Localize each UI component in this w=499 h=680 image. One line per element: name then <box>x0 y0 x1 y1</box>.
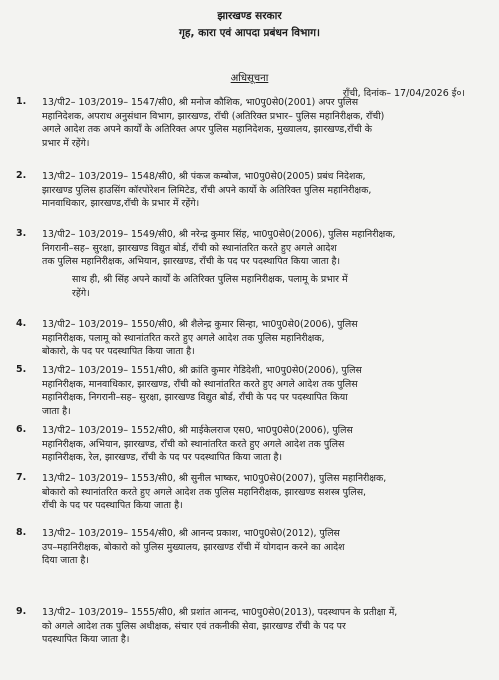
entry-5 <box>16 364 474 418</box>
entry-8 <box>16 527 474 568</box>
entry-3 <box>16 228 474 299</box>
entry-number: 2. <box>16 170 27 181</box>
entry-1 <box>16 96 474 150</box>
entry-text: 13/पी2– 103/2019– 1553/सी0, श्री सुनील भाष्कर, भा0पु0से0(2007), पुलिस महानिरीक्षक, बोकारो को स्थानांतरित करते हुए अगले आदेश तक पुलिस महानिरीक्षक, झारखण्ड सशस्त्र पुलिस, राँची के पद पर पदस्थापित किया जाता है। <box>42 473 387 511</box>
entry-text: 13/पी2– 103/2019– 1549/सी0, श्री नरेन्द्र कुमार सिंह, भा0पु0से0(2006), पुलिस महानिरीक्षक, निगरानी–सह– सुरक्षा, झारखण्ड विद्युत बोर्ड, राँची को स्थानांतरित करते हुए अगले आदेश तक पुलिस महानिरीक्षक, अभियान, झारखण्ड, राँची के पद पर पदस्थापित किया जाता है। <box>42 229 396 267</box>
entry-text: 13/पी2– 103/2019– 1554/सी0, श्री आनन्द प्रकाश, भा0पु0से0(2012), पुलिस उप–महानिरीक्षक, बोकारो को पुलिस मुख्यालय, झारखण्ड राँची में योगदान करने का आदेश दिया जाता है। <box>42 528 345 566</box>
entry-text: 13/पी2– 103/2019– 1555/सी0, श्री प्रशांत आनन्द, भा0पु0से0(2013), पदस्थापन के प्रतीक्षा में, को अगले आदेश तक पुलिस अधीक्षक, संचार एवं तकनीकी सेवा, झारखण्ड राँची के पद पर पदस्थापित किया जाता है। <box>42 607 398 645</box>
notification-title: अधिसूचना <box>230 73 269 84</box>
entry-number: 4. <box>16 318 27 329</box>
govt-name: झारखण्ड सरकार <box>217 10 282 22</box>
dateline: राँची, दिनांक– 17/04/2026 ई०। <box>342 88 465 99</box>
entry-7 <box>16 472 474 513</box>
entry-4 <box>16 318 474 359</box>
entry-text: 13/पी2– 103/2019– 1551/सी0, श्री क्रांति कुमार गेडिदेशी, भा0पु0से0(2006), पुलिस महानिरीक्षक, मानवाधिकार, झारखण्ड, राँची को स्थानांतरित करते हुए अगले आदेश तक पुलिस महानिरीक्षक, निगरानी–सह– सुरक्षा, झारखण्ड विद्युत बोर्ड, राँची के पद पर पदस्थापित किया जाता है। <box>42 365 362 417</box>
department-name: गृह, कारा एवं आपदा प्रबंधन विभाग। <box>179 27 320 39</box>
entry-number: 5. <box>16 364 27 375</box>
entry-text: 13/पी2– 103/2019– 1552/सी0, श्री माईकेलराज एस0, भा0पु0से0(2006), पुलिस महानिरीक्षक, अभियान, झारखण्ड, राँची को स्थानांतरित करते हुए अगले आदेश तक पुलिस महानिरीक्षक, रेल, झारखण्ड, राँची के पद पर पदस्थापित किया जाता है। <box>42 425 353 463</box>
entry-number: 1. <box>16 96 27 107</box>
entry-2 <box>16 170 474 211</box>
entry-number: 7. <box>16 472 27 483</box>
entry-number: 6. <box>16 424 27 435</box>
entry-extra-text: साथ ही, श्री सिंह अपने कार्यों के अतिरिक्त पुलिस महानिरीक्षक, पलामू के प्रभार में रहेंगे। <box>72 274 348 299</box>
entry-6 <box>16 424 474 465</box>
entry-number: 3. <box>16 228 27 239</box>
entry-text: 13/पी2– 103/2019– 1550/सी0, श्री शैलेन्द्र कुमार सिन्हा, भा0पु0से0(2006), पुलिस महानिरीक्षक, पलामू को स्थानांतरित करते हुए अगले आदेश तक पुलिस महानिरीक्षक, बोकारो, के पद पर पदस्थापित किया जाता है। <box>42 319 358 357</box>
entry-number: 9. <box>16 606 27 617</box>
entry-text: 13/पी2– 103/2019– 1548/सी0, श्री पंकज कम्बोज, भा0पु0से0(2005) प्रबंध निदेशक, झारखण्ड पुलिस हाउसिंग कॉरपोरेशन लिमिटेड, राँची अपने कार्यो के अतिरिक्त पुलिस महानिरीक्षक, मानवाधिकार, झारखण्ड,राँची के प्रभार में रहेंगे। <box>42 171 372 209</box>
entry-number: 8. <box>16 527 27 538</box>
entry-9 <box>16 606 474 647</box>
entry-text: 13/पी2– 103/2019– 1547/सी0, श्री मनोज कौशिक, भा0पु0से0(2001) अपर पुलिस महानिदेशक, अपराध अनुसंधान विभाग, झारखण्ड, राँची (अतिरिक्त प्रभार– पुलिस महानिरीक्षक, राँची) अगले आदेश तक अपने कार्यों के अतिरिक्त अपर पुलिस महानिदेशक, मुख्यालय, झारखण्ड,राँची के प्रभार में रहेंगे। <box>42 97 385 149</box>
